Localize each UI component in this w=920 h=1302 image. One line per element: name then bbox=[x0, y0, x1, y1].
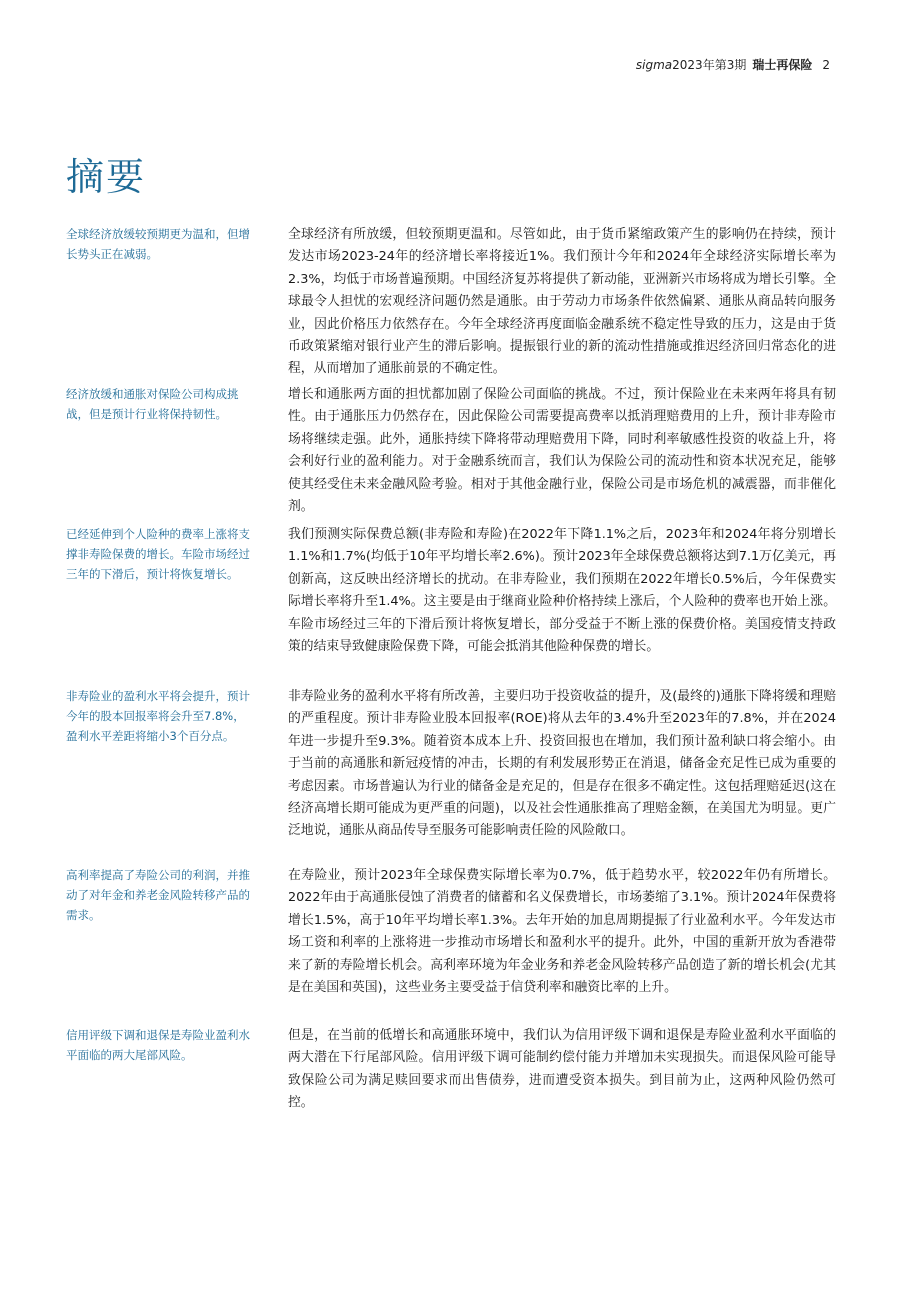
side-note: 已经延伸到个人险种的费率上涨将支撑非寿险保费的增长。车险市场经过三年的下滑后，预计将恢复增长。 bbox=[66, 527, 250, 581]
body-paragraph: 非寿险业务的盈利水平将有所改善，主要归功于投资收益的提升，及(最终的)通胀下降将缓和理赔的严重程度。预计非寿险业股本回报率(ROE)将从去年的3.4%升至2023年的7.8%，并在2024年进一步提升至9.3%。随着资本成本上升、投资回报也在增加，我们预计盈利缺口将会缩小。由于当前的高通胀和新冠疫情的冲击，长期的有利发展形势正在消退，储备金充足性已成为重要的考虑因素。市场普遍认为行业的储备金是充足的，但是存在很多不确定性。这包括理赔延迟(这在经济高增长期可能成为更严重的问题)，以及社会性通胀推高了理赔金额，在美国尤为明显。更广泛地说，通胀从商品传导至服务可能影响责任险的风险敞口。 bbox=[288, 689, 836, 839]
body-paragraph: 全球经济有所放缓，但较预期更温和。尽管如此，由于货币紧缩政策产生的影响仍在持续，预计发达市场2023-24年的经济增长率将接近1%。我们预计今年和2024年全球经济实际增长率为2.3%，均低于市场普遍预期。中国经济复苏将提供了新动能，亚洲新兴市场将成为增长引擎。全球最令人担忧的宏观经济问题仍然是通胀。由于劳动力市场条件依然偏紧、通胀从商品转向服务业，因此价格压力依然存在。今年全球经济再度面临金融系统不稳定性导致的压力，这是由于货币政策紧缩对银行业产生的滞后影响。提振银行业的新的流动性措施或推迟经济回归常态化的进程，从而增加了通胀前景的不确定性。 bbox=[288, 227, 836, 377]
side-note: 经济放缓和通胀对保险公司构成挑战，但是预计行业将保持韧性。 bbox=[66, 387, 239, 421]
side-note: 信用评级下调和退保是寿险业盈利水平面临的两大尾部风险。 bbox=[66, 1028, 250, 1062]
series-name: sigma bbox=[635, 58, 673, 72]
body-paragraph: 我们预测实际保费总额(非寿险和寿险)在2022年下降1.1%之后，2023年和2024年将分别增长1.1%和1.7%(均低于10年平均增长率2.6%)。预计2023年全球保费总额将达到7.1万亿美元，再创新高，这反映出经济增长的扰动。在非寿险业，我们预期在2022年增长0.5%后，今年保费实际增长率将升至1.4%。这主要是由于继商业险种价格持续上涨后，个人险种的费率也开始上涨。车险市场经过三年的下滑后预计将恢复增长，部分受益于不断上涨的保费价格。美国疫情支持政策的结束导致健康险保费下降，可能会抵消其他险种保费的增长。 bbox=[288, 527, 836, 655]
body-paragraph: 增长和通胀两方面的担忧都加剧了保险公司面临的挑战。不过，预计保险业在未来两年将具有韧性。由于通胀压力仍然存在，因此保险公司需要提高费率以抵消理赔费用的上升，预计非寿险市场将继续走强。此外，通胀持续下降将带动理赔费用下降，同时利率敏感性投资的收益上升，将会利好行业的盈利能力。对于金融系统而言，我们认为保险公司的流动性和资本状况充足，能够使其经受住未来金融风险考验。相对于其他金融行业，保险公司是市场危机的减震器，而非催化剂。 bbox=[288, 387, 836, 515]
side-note: 高利率提高了寿险公司的利润，并推动了对年金和养老金风险转移产品的需求。 bbox=[66, 868, 250, 922]
body-paragraph: 但是，在当前的低增长和高通胀环境中，我们认为信用评级下调和退保是寿险业盈利水平面临的两大潜在下行尾部风险。信用评级下调可能制约偿付能力并增加未实现损失。而退保风险可能导致保险公司为满足赎回要求而出售债券，进而遭受资本损失。到目前为止，这两种风险仍然可控。 bbox=[288, 1028, 836, 1111]
issue-label: 2023年第3期 bbox=[672, 58, 747, 72]
company-name: 瑞士再保险 bbox=[752, 58, 813, 72]
side-note: 非寿险业的盈利水平将会提升，预计今年的股本回报率将会升至7.8%，盈利水平差距将缩小3个百分点。 bbox=[66, 689, 250, 743]
page-number: 2 bbox=[822, 58, 830, 72]
running-header bbox=[636, 56, 830, 73]
page-title: 摘要 bbox=[66, 155, 147, 199]
side-note: 全球经济放缓较预期更为温和，但增长势头正在减弱。 bbox=[66, 227, 250, 261]
body-paragraph: 在寿险业，预计2023年全球保费实际增长率为0.7%，低于趋势水平，较2022年仍有所增长。2022年由于高通胀侵蚀了消费者的储蓄和名义保费增长，市场萎缩了3.1%。预计2024年保费将增长1.5%，高于10年平均增长率1.3%。去年开始的加息周期提振了行业盈利水平。今年发达市场工资和利率的上涨将进一步推动市场增长和盈利水平的提升。此外，中国的重新开放为香港带来了新的寿险增长机会。高利率环境为年金业务和养老金风险转移产品创造了新的增长机会(尤其是在美国和英国)，这些业务主要受益于信贷利率和融资比率的上升。 bbox=[288, 868, 836, 996]
